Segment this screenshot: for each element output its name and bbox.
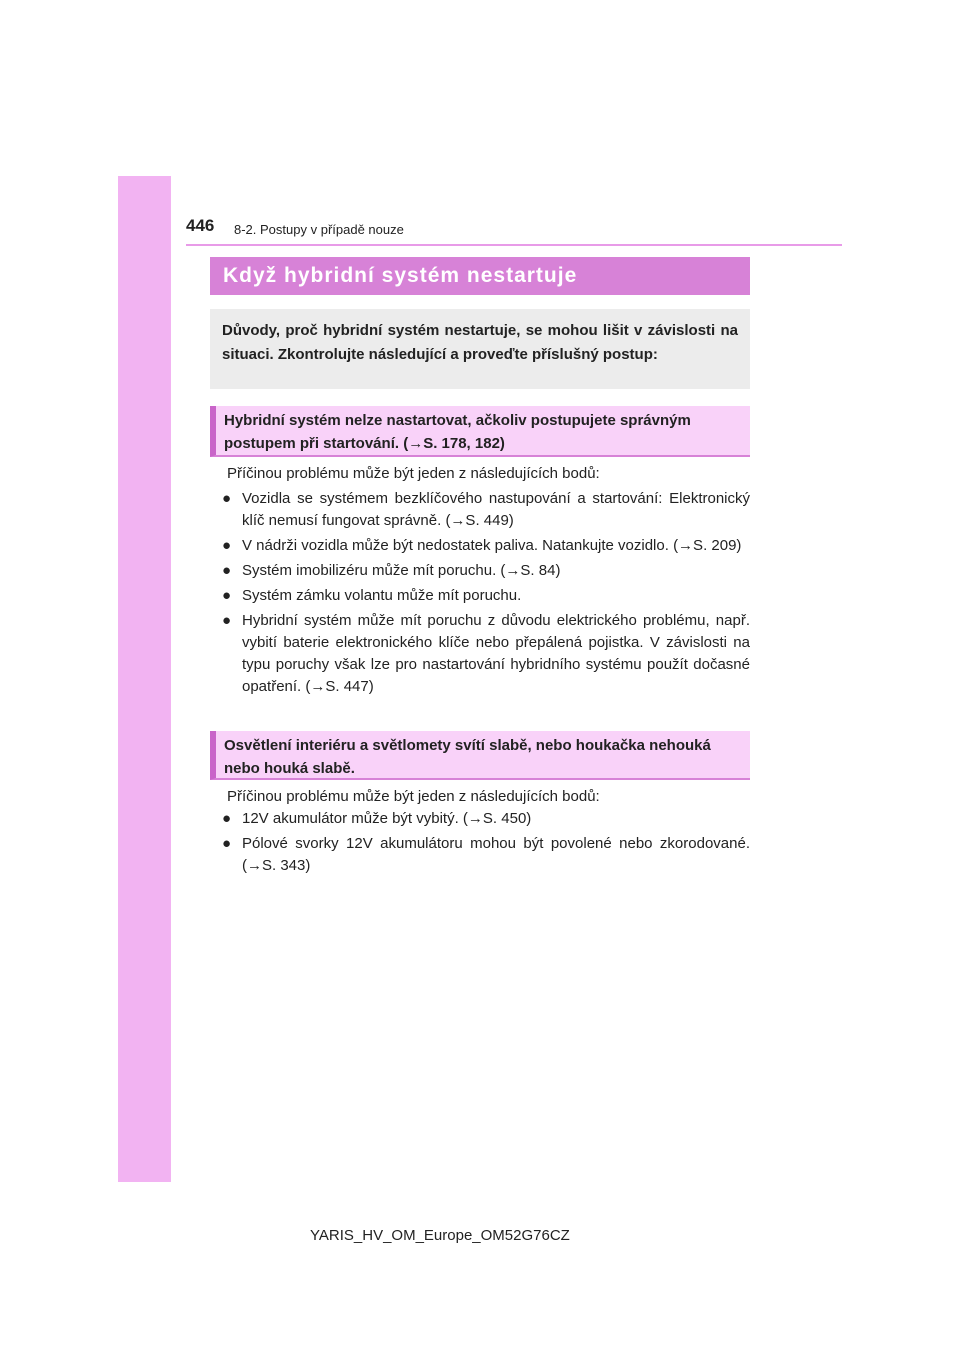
page-number: 446: [186, 216, 215, 235]
section-title: Když hybridní systém nestartuje: [210, 257, 750, 295]
footer-document-code: YARIS_HV_OM_Europe_OM52G76CZ: [310, 1227, 570, 1244]
list-item: ● 12V akumulátor může být vybitý. (→S. 450): [222, 808, 750, 830]
intro-box: Důvody, proč hybridní systém nestartuje, se mohou lišit v závislosti na situaci. Zkontrolujte následující a proveďte příslušný postup:: [210, 309, 750, 389]
chapter-side-strip: [118, 176, 171, 1182]
list-item: ● Systém imobilizéru může mít poruchu. (→S. 84): [222, 560, 750, 582]
bullet-list-1: [222, 488, 750, 701]
subsection-lead-1: Příčinou problému může být jeden z následujících bodů:: [227, 465, 600, 482]
list-item: ● Hybridní systém může mít poruchu z důvodu elektrického problému, např. vybití baterie elektronického klíče nebo přepálená pojistka. V závislosti na typu poruchy však lze pro nastartování hybridního systému použít dočasné opatření. (→S. 447): [222, 610, 750, 698]
subsection-heading-2: Osvětlení interiéru a světlomety svítí slabě, nebo houkačka nehouká nebo houká slabě.: [210, 731, 750, 780]
list-item: ● Pólové svorky 12V akumulátoru mohou být povolené nebo zkorodované. (→S. 343): [222, 833, 750, 877]
list-item: ● Systém zámku volantu může mít poruchu.: [222, 585, 750, 607]
subsection-lead-2: Příčinou problému může být jeden z následujících bodů:: [227, 788, 600, 805]
header-divider: [186, 244, 842, 246]
list-item: ● V nádrži vozidla může být nedostatek paliva. Natankujte vozidlo. (→S. 209): [222, 535, 750, 557]
list-item: ● Vozidla se systémem bezklíčového nastupování a startování: Elektronický klíč nemusí fungovat správně. (→S. 449): [222, 488, 750, 532]
subsection-heading-1: Hybridní systém nelze nastartovat, ačkoliv postupujete správným postupem při startování. (→S. 178, 182): [210, 406, 750, 457]
chapter-title: 8-2. Postupy v případě nouze: [234, 222, 404, 237]
bullet-list-2: [222, 808, 750, 880]
